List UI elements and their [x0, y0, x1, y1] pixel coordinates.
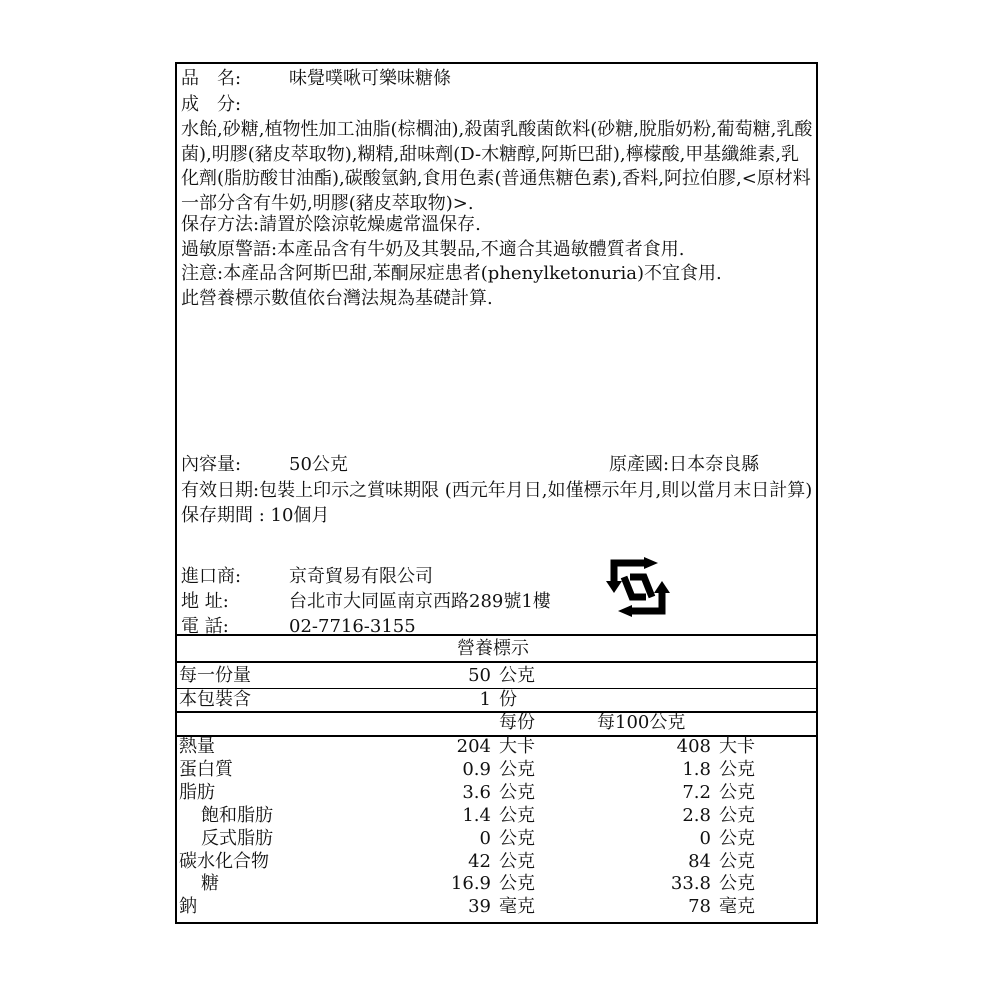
importer-value: 京奇貿易有限公司	[289, 566, 433, 587]
per-serving-unit: 公克	[499, 873, 535, 895]
nutrition-top-rule	[177, 634, 816, 636]
address-label: 地 址:	[181, 591, 229, 612]
per-100g-unit: 公克	[719, 827, 755, 849]
per-100g-unit: 公克	[719, 873, 755, 895]
servings-per-package-label: 本包裝含	[179, 689, 251, 710]
per-100g-value: 84	[688, 850, 711, 872]
phone-label: 電 話:	[181, 616, 229, 637]
per-serving-value: 3.6	[462, 781, 491, 803]
ingredients-text: 水飴,砂糖,植物性加工油脂(棕櫚油),殺菌乳酸菌飲料(砂糖,脫脂奶粉,葡萄糖,乳酸菌),明膠(豬皮萃取物),糊精,甜味劑(D-木糖醇,阿斯巴甜),檸檬酸,甲基纖維素,乳化劑(脂肪酸甘油酯),碳酸氫鈉,食用色素(普通焦糖色素),香料,阿拉伯膠,<原材料一部分含有牛奶,明膠(豬皮萃取物)>.	[181, 119, 813, 214]
per-100g-unit: 公克	[719, 804, 755, 826]
per-100g-value: 0	[699, 827, 711, 849]
per-100g-unit: 公克	[719, 758, 755, 780]
nutrition-title-rule	[177, 661, 816, 663]
nutrient-name: 飽和脂肪	[201, 804, 273, 826]
importer-label: 進口商:	[181, 566, 242, 587]
per-100g-value: 2.8	[682, 804, 711, 826]
per-serving-value: 39	[468, 896, 491, 918]
address-value: 台北市大同區南京西路289號1樓	[289, 591, 551, 612]
nutrient-name: 鈉	[179, 896, 197, 918]
per-serving-unit: 大卡	[499, 736, 535, 757]
per-100g-unit: 毫克	[719, 896, 755, 918]
per-serving-unit: 公克	[499, 804, 535, 826]
per-100g-value: 33.8	[670, 873, 711, 895]
per-100g-value: 78	[688, 896, 711, 918]
serving-size-unit: 公克	[499, 665, 535, 686]
serving-rule	[177, 688, 816, 689]
nutrient-name: 蛋白質	[179, 758, 233, 780]
per-serving-unit: 公克	[499, 827, 535, 849]
header-rule	[177, 711, 816, 713]
per-serving-value: 204	[456, 736, 491, 757]
content-label: 內容量:	[181, 454, 242, 475]
per-100g-unit: 大卡	[719, 736, 755, 757]
nutrition-title: 營養標示	[457, 638, 529, 659]
per-serving-value: 16.9	[450, 873, 491, 895]
origin-country: 原產國:日本奈良縣	[609, 454, 760, 475]
recycle-mark-icon	[602, 557, 674, 617]
per-serving-unit: 公克	[499, 758, 535, 780]
ingredients-label: 成 分:	[181, 94, 242, 115]
per-serving-value: 0	[479, 827, 491, 849]
serving-size-value: 50	[468, 665, 491, 686]
per-100g-unit: 公克	[719, 850, 755, 872]
per-serving-unit: 公克	[499, 850, 535, 872]
expiry-info: 有效日期:包裝上印示之賞味期限 (西元年月日,如僅標示年月,則以當月末日計算) 保存期間 : 10個月	[181, 480, 813, 526]
col-per-100g: 每100公克	[597, 712, 686, 733]
storage-method: 保存方法:請置於陰涼乾燥處常溫保存.	[181, 214, 481, 235]
aspartame-note: 注意:本產品含阿斯巴甜,苯酮尿症患者(phenylketonuria)不宜食用.	[181, 263, 722, 284]
product-name-value: 味覺噗啾可樂味糖條	[289, 68, 451, 89]
nutrient-name: 糖	[201, 873, 219, 895]
servings-per-package-unit: 份	[499, 689, 517, 710]
per-100g-value: 408	[676, 736, 711, 757]
nutrient-name: 反式脂肪	[201, 827, 273, 849]
per-serving-value: 1.4	[462, 804, 491, 826]
product-label	[175, 62, 818, 924]
nutrient-name: 碳水化合物	[179, 850, 269, 872]
servings-per-package-value: 1	[479, 689, 491, 710]
content-value: 50公克	[289, 454, 348, 475]
per-serving-value: 42	[468, 850, 491, 872]
allergy-warning: 過敏原警語:本產品含有牛奶及其製品,不適合其過敏體質者食用.	[181, 239, 685, 260]
per-serving-unit: 公克	[499, 781, 535, 803]
per-100g-value: 1.8	[682, 758, 711, 780]
nutrition-basis-note: 此營養標示數值依台灣法規為基礎計算.	[181, 288, 493, 309]
product-name-label: 品 名:	[181, 68, 242, 89]
per-100g-unit: 公克	[719, 781, 755, 803]
col-per-serving: 每份	[499, 712, 535, 733]
per-serving-value: 0.9	[462, 758, 491, 780]
nutrient-name: 熱量	[179, 736, 215, 757]
phone-value: 02-7716-3155	[289, 616, 416, 637]
nutrient-name: 脂肪	[179, 781, 215, 803]
per-serving-unit: 毫克	[499, 896, 535, 918]
per-100g-value: 7.2	[682, 781, 711, 803]
serving-size-label: 每一份量	[179, 665, 251, 686]
